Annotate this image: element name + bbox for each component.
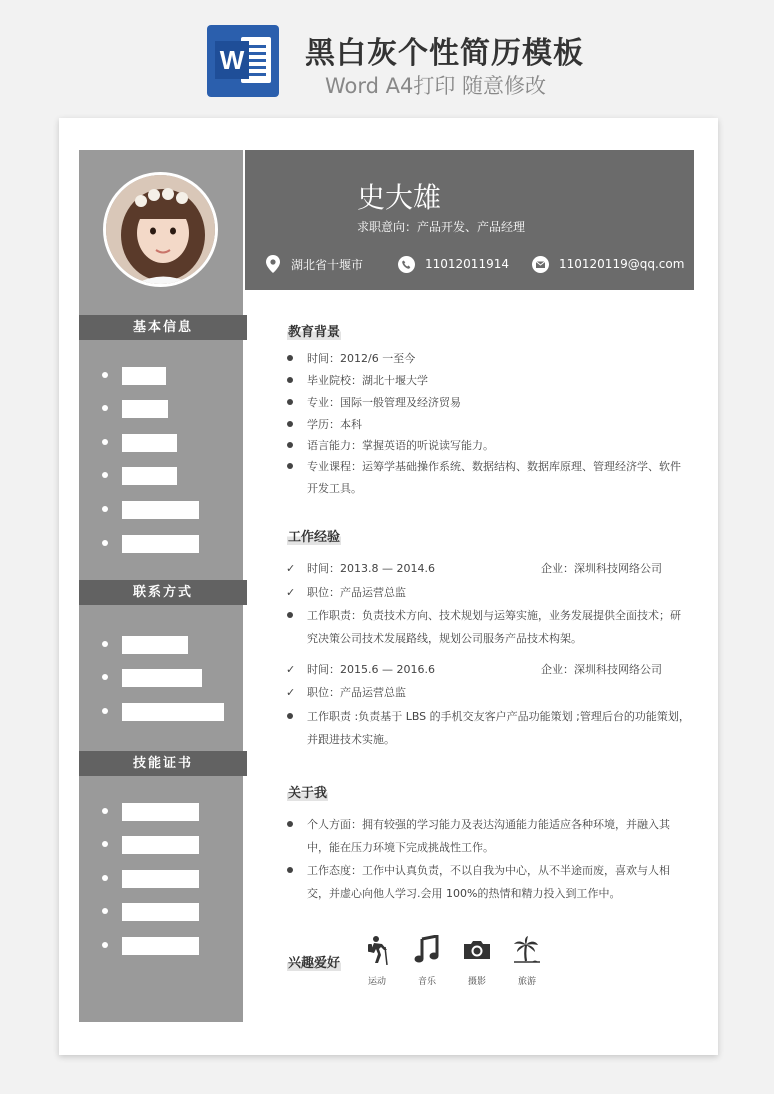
phone-icon [398,256,415,273]
template-banner [0,0,774,110]
hobby-label-travel: 旅游 [517,977,536,987]
camera-icon [457,935,497,969]
hobbies-title: 兴趣爱好 [287,952,341,971]
contact-phone: 11012011914 [398,254,509,274]
banner-subtitle: Word A4打印 随意修改 [325,74,547,98]
section-basic-info: 基本信息 [79,315,247,340]
word-logo-icon: W [207,25,279,97]
section-skills: 技能证书 [79,751,247,776]
avatar [103,172,218,287]
job-intent: 求职意向：产品开发、产品经理 [357,220,526,234]
work-title: 工作经验 [287,526,341,545]
location-pin-icon [265,255,281,273]
contact-email: 110120119@qq.com [532,254,684,274]
email-icon [532,256,549,273]
palm-tree-icon [507,935,547,969]
hiking-icon [357,935,397,969]
section-contact: 联系方式 [79,580,247,605]
education-title: 教育背景 [287,321,341,340]
hobby-label-sport: 运动 [367,977,386,987]
music-icon [407,935,447,969]
candidate-name: 史大雄 [357,181,442,214]
contact-location: 湖北省十堰市 [265,254,363,274]
about-title: 关于我 [287,782,328,801]
hobby-label-music: 音乐 [417,977,436,987]
hobby-label-photo: 摄影 [467,977,486,987]
banner-title: 黑白灰个性简历模板 [305,36,584,71]
